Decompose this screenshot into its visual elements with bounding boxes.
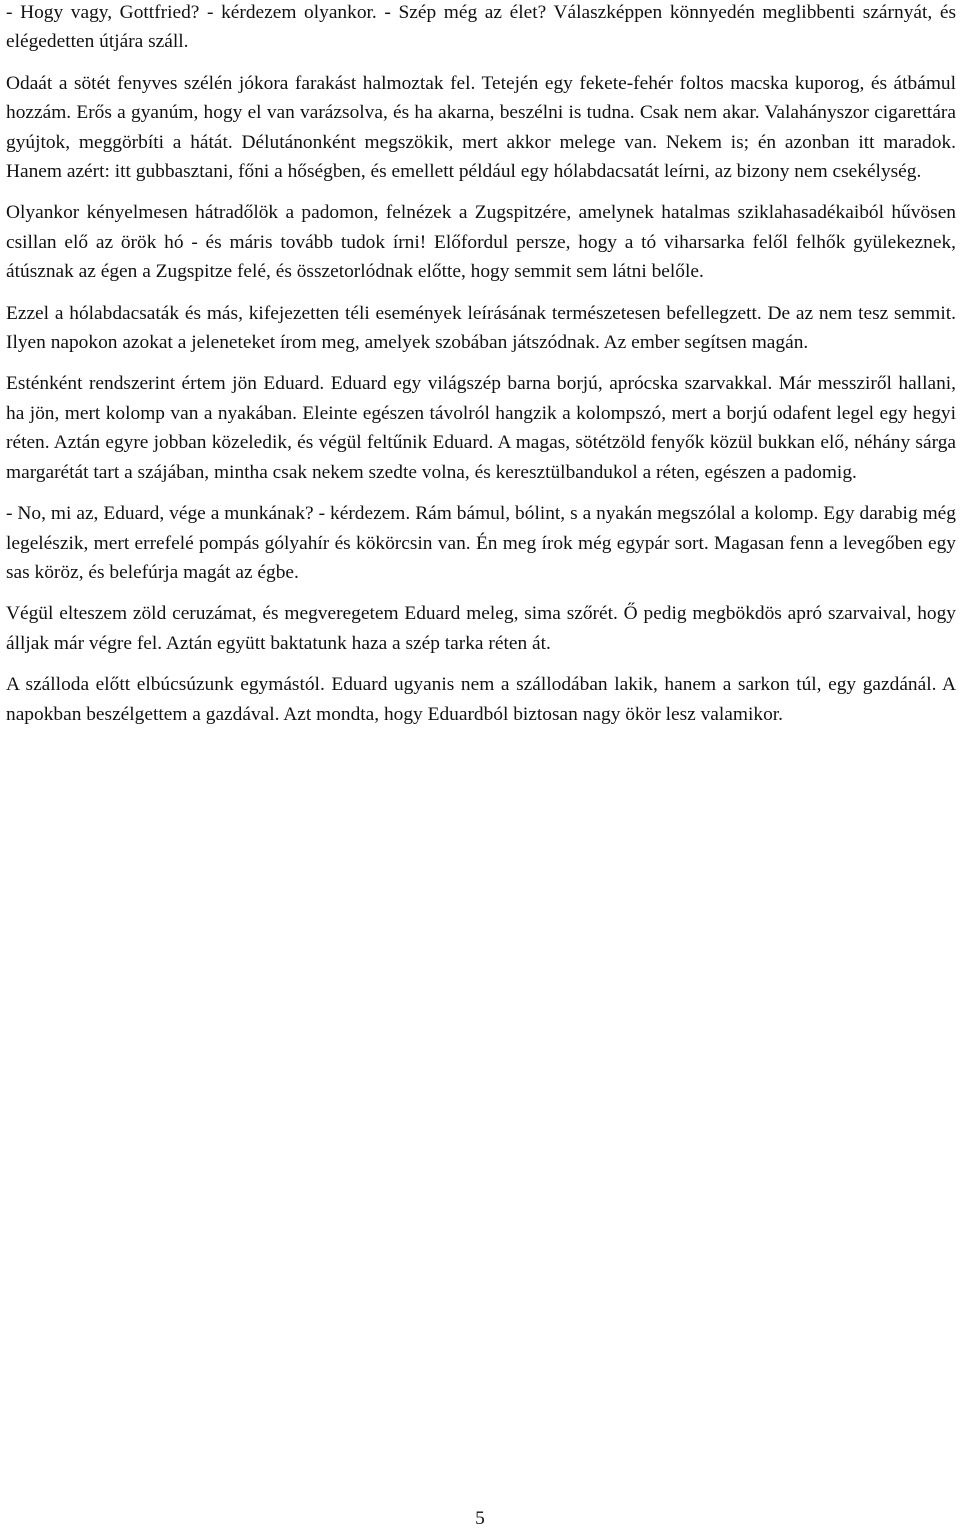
- paragraph-5: Esténként rendszerint értem jön Eduard. Eduard egy világszép barna borjú, aprócska szarvakkal. Már messziről hallani, ha jön, mert kolomp van a nyakában. Eleinte egészen távolról hangzik a kolompszó, mert a borjú odafent legel egy hegyi réten. Aztán egyre jobban közeledik, és végül feltűnik Eduard. A magas, sötétzöld fenyők közül bukkan elő, néhány sárga margarétát tart a szájában, mintha csak nekem szedte volna, és keresztülbandukol a réten, egészen a padomig.: [6, 373, 956, 483]
- body-text: [6, 0, 956, 741]
- page-number: 5: [475, 1508, 485, 1529]
- paragraph-4: Ezzel a hólabdacsaták és más, kifejezetten téli események leírásának természetesen befellegzett. De az nem tesz semmit. Ilyen napokon azokat a jeleneteket írom meg, amelyek szobában játszódnak. Az ember segítsen magán.: [6, 302, 956, 354]
- paragraph-2: Odaát a sötét fenyves szélén jókora farakást halmoztak fel. Tetején egy fekete-fehér foltos macska kuporog, és átbámul hozzám. Erős a gyanúm, hogy el van varázsolva, és ha akarna, beszélni is tudna. Csak nem akar. Valahányszor cigarettára gyújtok, meggörbíti a hátát. Délutánonként megszökik, mert akkor melege van. Nekem is; én azonban itt maradok. Hanem azért: itt gubbasztani, főni a hőségben, és emellett például egy hólabdacsatát leírni, az bizony nem csekélység.: [6, 72, 956, 183]
- paragraph-1: - Hogy vagy, Gottfried? - kérdezem olyankor. - Szép még az élet? Válaszképpen könnyedén meglibbenti szárnyát, és elégedetten útjára száll.: [6, 2, 956, 53]
- paragraph-7: Végül elteszem zöld ceruzámat, és megveregetem Eduard meleg, sima szőrét. Ő pedig megbökdös apró szarvaival, hogy álljak már végre fel. Aztán együtt baktatunk haza a szép tarka réten át.: [6, 603, 956, 654]
- paragraph-6: - No, mi az, Eduard, vége a munkának? - kérdezem. Rám bámul, bólint, s a nyakán megszólal a kolomp. Egy darabig még legelészik, mert errefelé pompás gólyahír és kökörcsin van. Én meg írok még egypár sort. Magasan fenn a levegőben egy sas köröz, és belefúrja magát az égbe.: [6, 503, 956, 583]
- paragraph-8: A szálloda előtt elbúcsúzunk egymástól. Eduard ugyanis nem a szállodában lakik, hanem a sarkon túl, egy gazdánál. A napokban beszélgettem a gazdával. Azt mondta, hogy Eduardból biztosan nagy ökör lesz valamikor.: [6, 674, 956, 725]
- paragraph-3: Olyankor kényelmesen hátradőlök a padomon, felnézek a Zugspitzére, amelynek hatalmas sziklahasadékaiból hűvösen csillan elő az örök hó - és máris tovább tudok írni! Előfordul persze, hogy a tó viharsarka felől felhők gyülekeznek, átúsznak az égen a Zugspitze felé, és összetorlódnak előtte, hogy semmit sem látni belőle.: [6, 202, 956, 283]
